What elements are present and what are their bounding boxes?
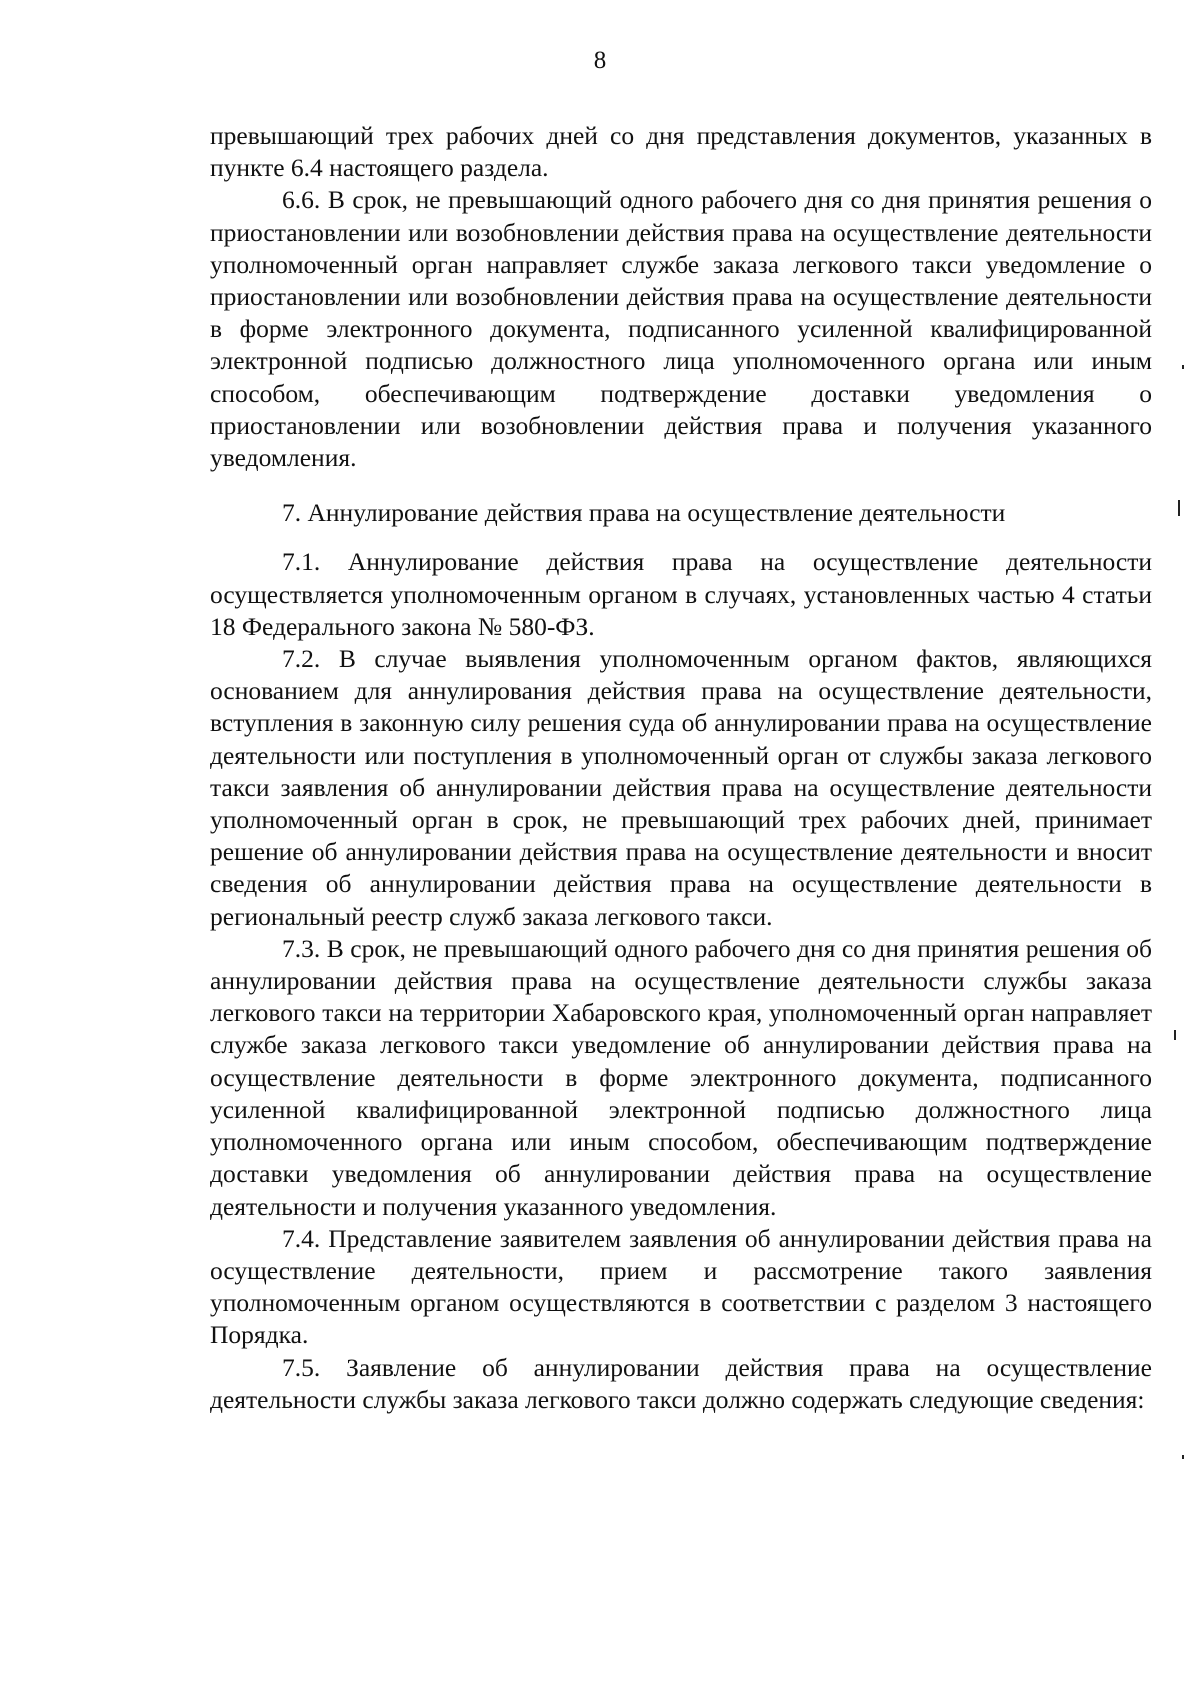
paragraph-7-3: 7.3. В срок, не превышающий одного рабочего дня со дня принятия решения об аннулировании действия права на осуществление деятельности службы заказа легкового такси на территории Хабаровского края, уполномоченный орган направляет службе заказа легкового такси уведомление об аннулировании действия права на осуществление деятельности в форме электронного документа, подписанного усиленной квалифицированной электронной подписью должностного лица уполномоченного органа или иным способом, обеспечивающим подтверждение доставки уведомления об аннулировании действия права на осуществление деятельности и получения указанного уведомления.: [210, 933, 1152, 1221]
page-number: 8: [593, 47, 607, 74]
paragraph-7-2: 7.2. В случае выявления уполномоченным органом фактов, являющихся основанием для аннулирования действия права на осуществление деятельности, вступления в законную силу решения суда об аннулировании права на осуществление деятельности или поступления в уполномоченный орган от службы заказа легкового такси заявления об аннулировании действия права на осуществление деятельности уполномоченный орган в срок, не превышающий трех рабочих дней, принимает решение об аннулировании действия права на осуществление деятельности и вносит сведения об аннулировании действия права на осуществление деятельности в региональный реестр служб заказа легкового такси.: [210, 644, 1152, 931]
section-7-heading: 7. Аннулирование действия права на осуществление деятельности: [282, 498, 1006, 528]
scan-mark: [1182, 1455, 1184, 1459]
scan-mark: [1178, 500, 1180, 516]
paragraph-7-1: 7.1. Аннулирование действия права на осуществление деятельности осуществляется уполномоченным органом в случаях, установленных частью 4 статьи 18 Федерального закона № 580-ФЗ.: [210, 547, 1152, 641]
paragraph-7-4: 7.4. Представление заявителем заявления об аннулировании действия права на осуществление деятельности, прием и рассмотрение такого заявления уполномоченным органом осуществляются в соответствии с разделом 3 настоящего Порядка.: [210, 1223, 1152, 1350]
paragraph-7-5: 7.5. Заявление об аннулировании действия права на осуществление деятельности службы заказа легкового такси должно содержать следующие сведения:: [210, 1352, 1152, 1414]
scan-mark: [1174, 1030, 1176, 1040]
paragraph-continuation: превышающий трех рабочих дней со дня представления документов, указанных в пункте 6.4 настоящего раздела.: [210, 121, 1152, 183]
document-body: [210, 120, 1152, 1416]
paragraph-6-6: 6.6. В срок, не превышающий одного рабочего дня со дня принятия решения о приостановлении или возобновлении действия права на осуществление деятельности уполномоченный орган направляет службе заказа легкового такси уведомление о приостановлении или возобновлении действия права на осуществление деятельности в форме электронного документа, подписанного усиленной квалифицированной электронной подписью должностного лица уполномоченного органа или иным способом, обеспечивающим подтверждение доставки уведомления о приостановлении или возобновлении действия права и получения указанного уведомления.: [210, 185, 1152, 473]
scan-mark: [1182, 365, 1184, 369]
